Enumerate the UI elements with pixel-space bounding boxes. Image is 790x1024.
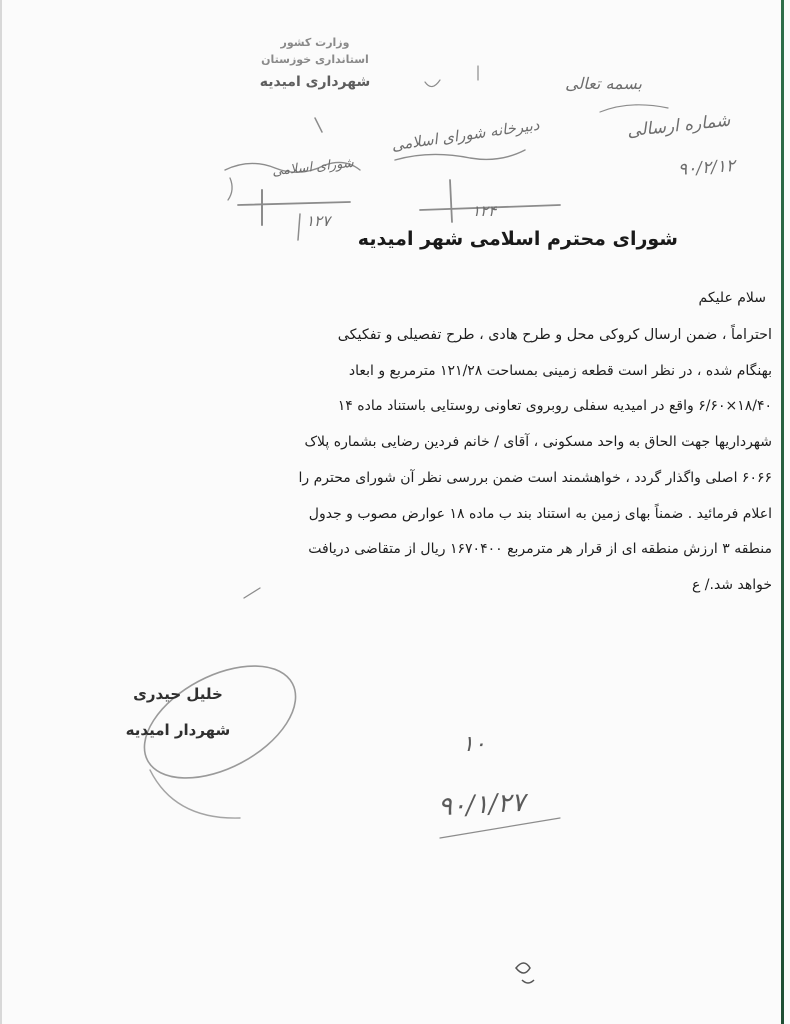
handwritten-page-number: ۱۰ — [462, 732, 486, 757]
handwritten-registration-date: ۹۰/۲/۱۲ — [677, 156, 736, 180]
letter-greeting: سلام علیکم — [698, 290, 766, 306]
signatory-name: خلیل حیدری — [133, 685, 223, 703]
handwritten-secretariat-note: دبیرخانه شورای اسلامی — [390, 115, 541, 155]
letter-line-8: خواهد شد./ ع — [691, 576, 772, 593]
handwritten-number-center: ۱۲۴ — [472, 202, 497, 220]
letterhead-governorate: استانداری خوزستان — [261, 53, 369, 66]
letter-salutation: شورای محترم اسلامی شهر امیدیه — [357, 228, 678, 250]
letter-line-2: بهنگام شده ، در نظر است قطعه زمینی بمساحت ۱۲۱/۲۸ مترمربع و ابعاد — [348, 362, 772, 379]
signature-block — [98, 685, 258, 739]
letter-body — [37, 318, 772, 604]
handwritten-bottom-date: ۹۰/۱/۲۷ — [437, 787, 527, 823]
letter-line-6: اعلام فرمائید . ضمناً بهای زمین به استناد بند ب ماده ۱۸ عوارض مصوب و جدول — [308, 505, 772, 522]
letter-line-4: شهرداریها جهت الحاق به واحد مسکونی ، آقای / خانم فردین رضایی بشماره پلاک — [304, 434, 772, 451]
handwritten-number-left: ۱۲۷ — [306, 212, 331, 230]
letter-line-5: ۶۰۶۶ اصلی واگذار گردد ، خواهشمند است ضمن بررسی نظر آن شورای محترم را — [298, 469, 772, 486]
letter-line-7: منطقه ۳ ارزش منطقه ای از قرار هر مترمربع ۱۶۷۰۴۰۰ ریال از متقاضی دریافت — [308, 541, 772, 558]
letter-line-3: ۱۸/۴۰×۶/۶۰ واقع در امیدیه سفلی روبروی تعاونی روستایی باستناد ماده ۱۴ — [337, 398, 772, 415]
letter-line-1: احتراماً ، ضمن ارسال کروکی محل و طرح هادی ، طرح تفصیلی و تفکیکی — [337, 327, 772, 343]
letterhead-municipality: شهرداری امیدیه — [259, 74, 371, 90]
handwritten-registration: شماره ارسالی — [625, 110, 731, 142]
handwritten-council-note: شورای اسلامی — [271, 155, 355, 180]
handwritten-basmala: بسمه تعالی — [565, 74, 642, 93]
letterhead-ministry: وزارت کشور — [280, 36, 350, 49]
signatory-title: شهردار امیدیه — [125, 721, 231, 739]
